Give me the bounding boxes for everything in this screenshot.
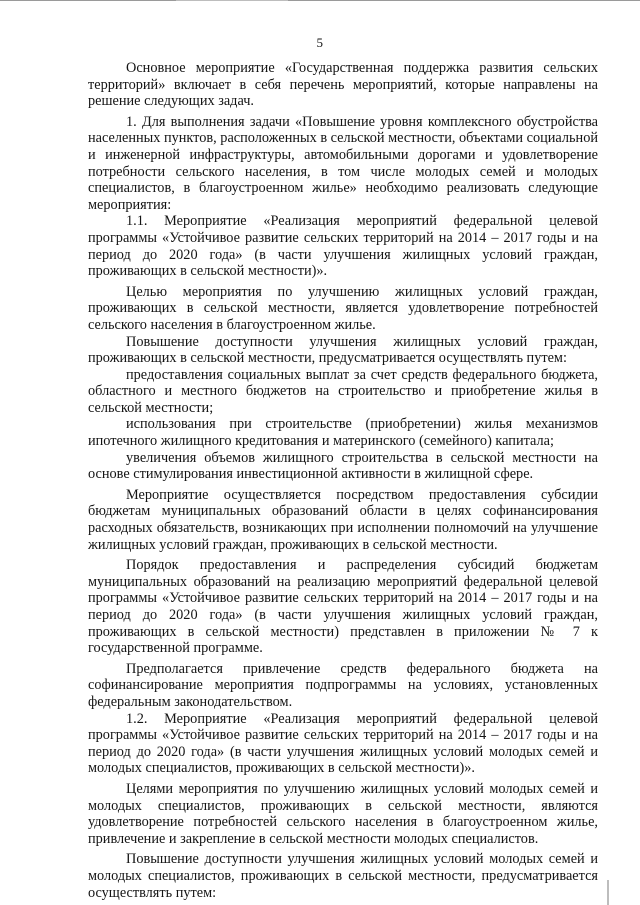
paragraph-intro: Основное мероприятие «Государственная поддержка развития сельских территорий» включает в себя перечень мероприятий, которые направлены на решение следующих задач. bbox=[88, 60, 598, 110]
paragraph-measure-1-1-goal: Целью мероприятия по улучшению жилищных условий граждан, проживающих в сельской местности, является удовлетворение потребностей сельского населения в благоустроенном жилье. bbox=[88, 283, 598, 333]
page-top-edge bbox=[0, 0, 640, 5]
paragraph-list-item-mortgage: использования при строительстве (приобретении) жилья механизмов ипотечного жилищного кредитования и материнского (семейного) капитала; bbox=[88, 416, 598, 450]
paragraph-procedure: Порядок предоставления и распределения субсидий бюджетам муниципальных образований на реализацию мероприятий федеральной целевой программы «Устойчивое развитие сельских территорий на 2014 – 2017 годы и на период до 2020 года» (в части улучшения жилищных условий граждан, проживающих в сельской местности) представлен в приложении № 7 к государственной программе. bbox=[88, 557, 598, 657]
paragraph-measure-1-2: 1.2. Мероприятие «Реализация мероприятий федеральной целевой программы «Устойчивое развитие сельских территорий на 2014 – 2017 годы и на период до 2020 года» (в части улучшения жилищных условий молодых семей и молодых специалистов, проживающих в сельской местности)». bbox=[88, 710, 598, 777]
page-number: 5 bbox=[316, 35, 324, 50]
scan-mark-right bbox=[607, 880, 609, 905]
paragraph-measure-1-1: 1.1. Мероприятие «Реализация мероприятий федеральной целевой программы «Устойчивое развитие сельских территорий на 2014 – 2017 годы и на период до 2020 года» (в части улучшения жилищных условий граждан, проживающих в сельской местности)». bbox=[88, 213, 598, 280]
scan-mark-top bbox=[176, 0, 288, 1]
paragraph-measure-1-2-goals: Целями мероприятия по улучшению жилищных условий молодых семей и молодых специалистов, проживающих в сельской местности, являются удовлетворение потребностей сельского населения в благоустроенном жилье, привлечение и закрепление в сельской местности молодых специалистов. bbox=[88, 780, 598, 847]
paragraph-task-1: 1. Для выполнения задачи «Повышение уровня комплексного обустройства населенных пунктов, расположенных в сельской местности, объектами социальной и инженерной инфраструктуры, автомобильными дорогами и удовлетворение потребности сельского населения, в том числе молодых семей и молодых специалистов, в благоустроенном жилье» необходимо реализовать следующие мероприятия: bbox=[88, 113, 598, 213]
document-body bbox=[88, 60, 598, 905]
paragraph-access-intro: Повышение доступности улучшения жилищных условий граждан, проживающих в сельской местности, предусматривается осуществлять путем: bbox=[88, 333, 598, 367]
paragraph-list-item-construction: увеличения объемов жилищного строительства в сельской местности на основе стимулирования инвестиционной активности в жилищной сфере. bbox=[88, 449, 598, 483]
paragraph-young-access-intro: Повышение доступности улучшения жилищных условий молодых семей и молодых специалистов, проживающих в сельской местности, предусматривается осуществлять путем: bbox=[88, 851, 598, 901]
paragraph-list-item-social-payments: предоставления социальных выплат за счет средств федерального бюджета, областного и местного бюджетов на строительство и приобретение жилья в сельской местности; bbox=[88, 366, 598, 416]
paragraph-federal-funds: Предполагается привлечение средств федерального бюджета на софинансирование мероприятия подпрограммы на условиях, установленных федеральным законодательством. bbox=[88, 660, 598, 710]
paragraph-subsidy: Мероприятие осуществляется посредством предоставления субсидии бюджетам муниципальных образований области в целях софинансирования расходных обязательств, возникающих при исполнении полномочий на улучшение жилищных условий граждан, проживающих в сельской местности. bbox=[88, 486, 598, 553]
